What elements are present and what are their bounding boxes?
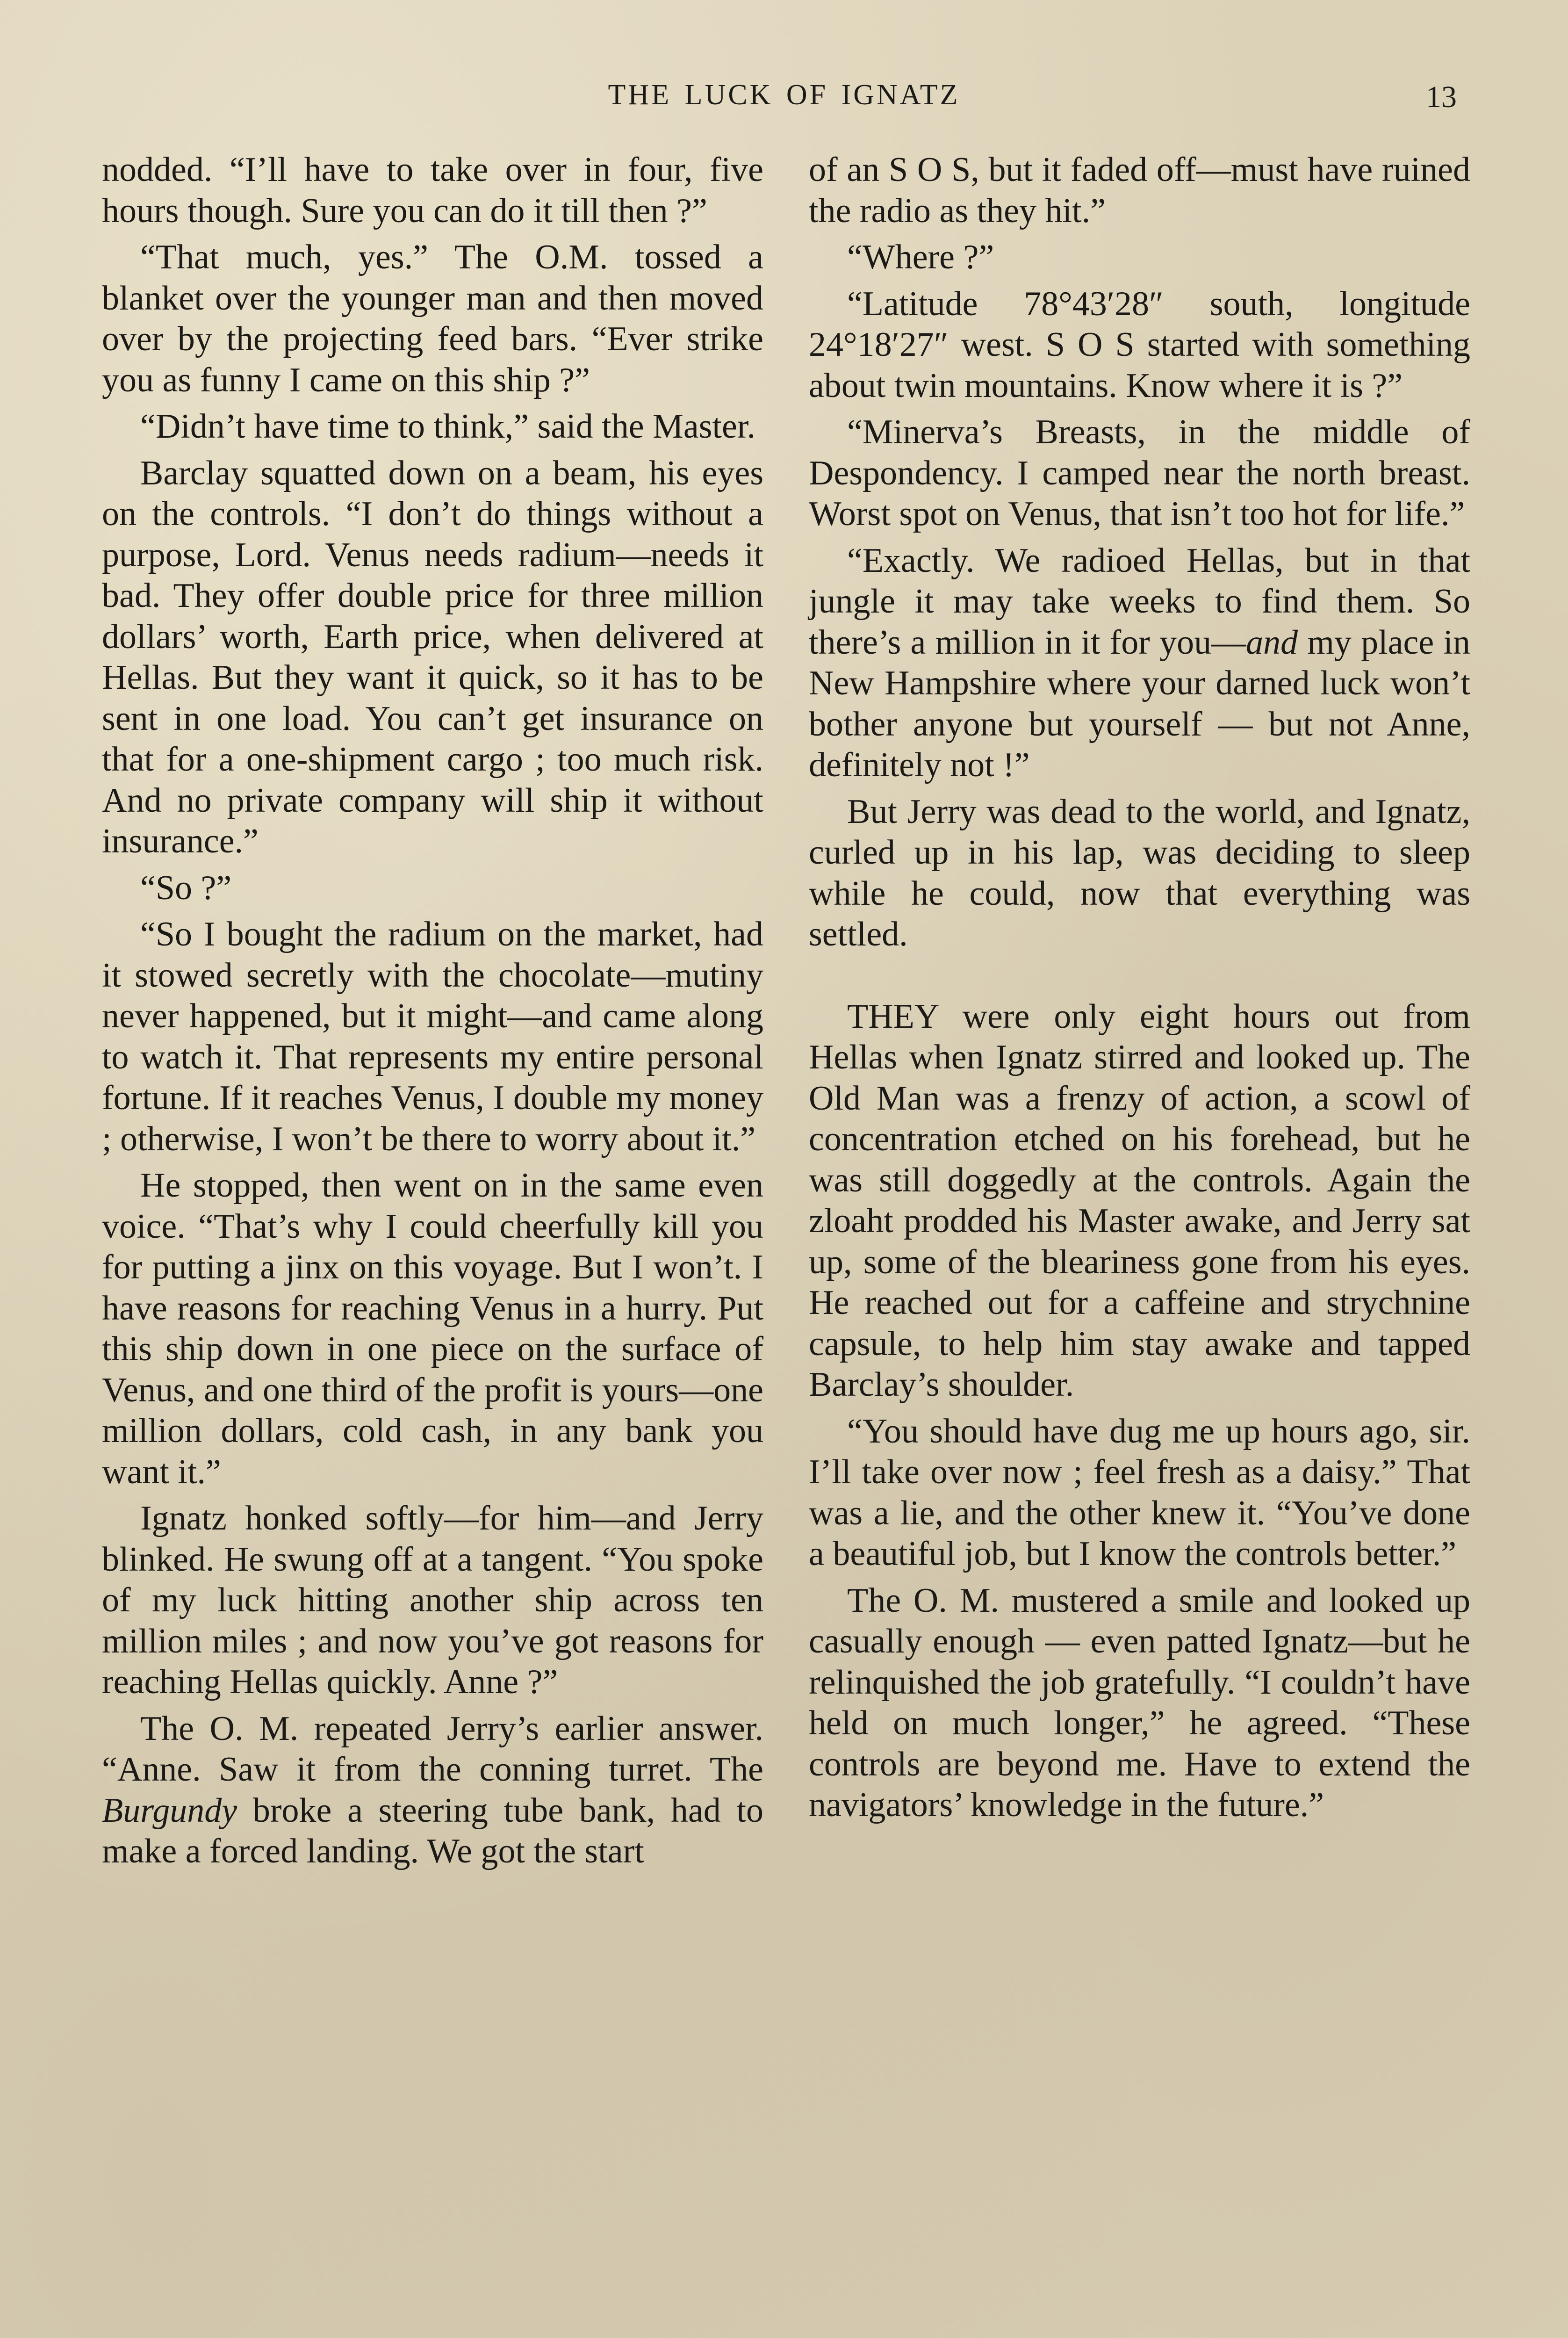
paragraph: “Didn’t have time to think,” said the Master.	[140, 407, 755, 446]
paragraph: “Latitude 78°43′28″ south, longitude 24°18′27″ west. S O S started with something about twin mountains. Know where it is ?”	[809, 284, 1470, 405]
paragraph: nodded. “I’ll have to take over in four, five hours though. Sure you can do it till then ?”	[102, 151, 763, 230]
page-number: 13	[1426, 80, 1457, 114]
paragraph: Barclay squatted down on a beam, his eyes on the controls. “I don’t do things without a purpose, Lord. Venus needs radium—needs it bad. They offer double price for three million dollars’ worth, Earth price, when delivered at Hellas. But they want it quick, so it has to be sent in one load. You can’t get insurance on that for a one-shipment cargo ; too much risk. And no private company will ship it without insurance.”	[102, 454, 763, 860]
paragraph: “Minerva’s Breasts, in the middle of Despondency. I camped near the north breast. Worst spot on Venus, that isn’t too hot for life.”	[809, 413, 1470, 533]
paragraph: He stopped, then went on in the same even voice. “That’s why I could cheerfully kill you for putting a jinx on this voyage. But I won’t. I have reasons for reaching Venus in a hurry. Put this ship down in one piece on the surface of Venus, and one third of the profit is yours—one million dollars, cold cash, in any bank you want it.”	[102, 1166, 763, 1491]
paragraph: “Where ?”	[847, 238, 994, 276]
paragraph: The O. M. mustered a smile and looked up casually enough — even patted Ignatz—but he relinquished the job gratefully. “I couldn’t have held on much longer,” he agreed. “These controls are beyond me. Have to extend the navigators’ knowledge in the future.”	[809, 1581, 1470, 1824]
paragraph: “You should have dug me up hours ago, sir. I’ll take over now ; feel fresh as a daisy.” That was a lie, and the other knew it. “You’ve done a beautiful job, but I know the controls better.”	[809, 1412, 1470, 1573]
paragraph: Ignatz honked softly—for him—and Jerry blinked. He swung off at a tangent. “You spoke of my luck hitting another ship across ten million miles ; and now you’ve got reasons for reaching Hellas quickly. Anne ?”	[102, 1499, 763, 1701]
emphasis: and	[1246, 623, 1298, 662]
ship-name: Burgundy	[102, 1791, 237, 1830]
left-column	[102, 150, 763, 1878]
running-title: THE LUCK OF IGNATZ	[608, 79, 960, 111]
paragraph	[809, 541, 1470, 786]
paragraph-text: “Exactly. We radioed Hellas, but in that jungle it may take weeks to find them. So there’s a million in it for you—	[809, 541, 1470, 662]
right-column	[809, 150, 1470, 1832]
paragraph-text: The O. M. repeated Jerry’s earlier answer. “Anne. Saw it from the conning turret. The	[102, 1709, 763, 1789]
paragraph: But Jerry was dead to the world, and Ignatz, curled up in his lap, was deciding to sleep while he could, now that everything was settled.	[809, 792, 1470, 953]
paragraph: “That much, yes.” The O.M. tossed a blanket over the younger man and then moved over by the projecting feed bars. “Ever strike you as funny I came on this ship ?”	[102, 238, 763, 399]
paragraph: “So ?”	[140, 868, 232, 907]
section-break-paragraph: THEY were only eight hours out from Hellas when Ignatz stirred and looked up. The Old Man was a frenzy of action, a scowl of concentration etched on his forehead, but he was still doggedly at the controls. Again the zloaht prodded his Master awake, and Jerry sat up, some of the bleariness gone from his eyes. He reached out for a caffeine and strychnine capsule, to help him stay awake and tapped Barclay’s shoulder.	[809, 997, 1470, 1404]
paragraph-text: broke a steering tube bank, had to make a forced landing. We got the start	[102, 1791, 763, 1870]
paragraph	[102, 1709, 763, 1872]
paragraph: “So I bought the radium on the market, had it stowed secretly with the chocolate—mutiny never happened, but it might—and came along to watch it. That represents my entire personal fortune. If it reaches Venus, I double my money ; otherwise, I won’t be there to worry about it.”	[102, 915, 763, 1158]
paragraph: of an S O S, but it faded off—must have ruined the radio as they hit.”	[809, 151, 1470, 230]
paragraph-text: my place in New Hampshire where your darned luck won’t bother anyone but yourself — but not Anne, definitely not !”	[809, 623, 1470, 784]
